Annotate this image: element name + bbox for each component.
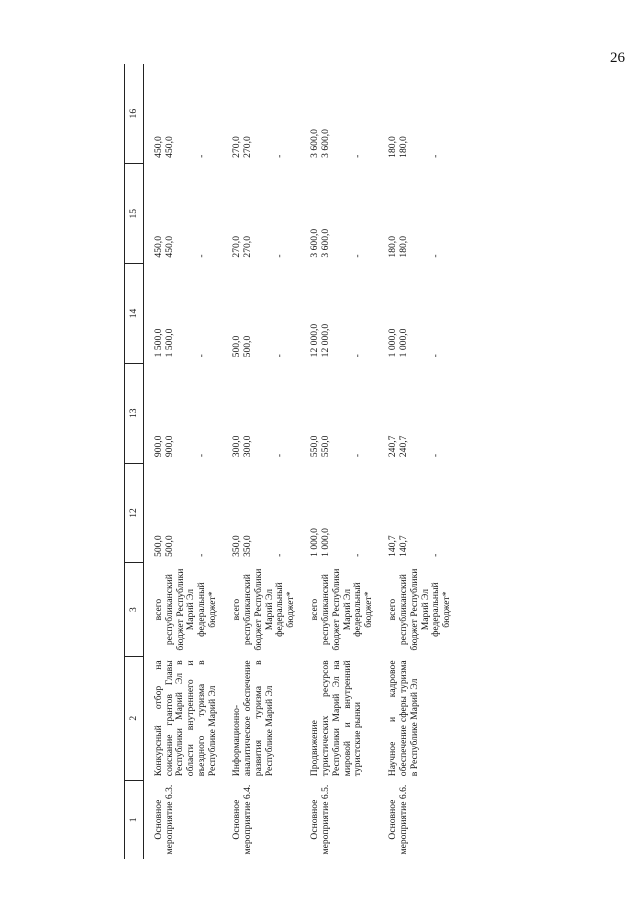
amount-value: 3 600,0 <box>320 129 332 158</box>
amount-value: - <box>352 354 364 358</box>
funding-source-label: федеральный бюджет* <box>430 582 453 637</box>
amount-value: 270,0 <box>242 235 254 258</box>
year-values-cell <box>218 363 296 463</box>
page-number: 26 <box>610 50 625 66</box>
funding-source-label: республиканский бюджет Республики Марий Эл <box>242 568 275 651</box>
activity-name: Информационно-аналитическое обеспечение развития туризма в Республике Марий Эл <box>231 660 275 777</box>
amount-value: 1 500,0 <box>164 328 175 358</box>
column-header: 2 <box>125 656 144 780</box>
year-values-cell <box>296 164 374 264</box>
amount-value: 900,0 <box>164 435 175 458</box>
amount-value: 270,0 <box>231 136 243 158</box>
amount-value: 500,0 <box>242 335 254 358</box>
year-values-cell <box>144 363 219 463</box>
column-header: 16 <box>125 64 144 164</box>
funding-source-label: всего <box>309 598 321 621</box>
amount-value: - <box>196 254 207 258</box>
amount-value: 140,7 <box>398 535 410 557</box>
activity-name: Продвижение туристических ресурсов Республики Марий Эл на мировой и внутренний туристские рынки <box>309 660 364 777</box>
funding-source-label: республиканский бюджет Республики Марий Эл <box>320 568 353 651</box>
year-values-cell <box>296 363 374 463</box>
activity-number: Основное мероприятие 6.6. <box>387 784 410 855</box>
funding-sources-cell <box>374 563 452 656</box>
column-header: 12 <box>125 463 144 563</box>
amount-value: - <box>274 453 286 458</box>
amount-value: 1 000,0 <box>398 328 410 358</box>
year-values-cell <box>296 463 374 563</box>
amount-value: 450,0 <box>153 136 164 158</box>
amount-value: 550,0 <box>309 435 321 458</box>
amount-value: 300,0 <box>242 435 254 458</box>
table-header-row <box>125 64 144 859</box>
year-values-cell <box>374 164 452 264</box>
amount-value: 12 000,0 <box>309 323 321 358</box>
amount-value: - <box>430 553 442 557</box>
table-row <box>144 64 219 859</box>
activity-name: Научное и кадровое обеспечение сферы туризма в Республике Марий Эл <box>387 660 420 777</box>
amount-value: 350,0 <box>242 535 254 557</box>
funding-source-label: всего <box>387 598 399 621</box>
amount-value: 1 500,0 <box>153 328 164 358</box>
amount-value: 550,0 <box>320 435 332 458</box>
funding-source-label: всего <box>153 598 164 621</box>
amount-value: - <box>274 154 286 158</box>
year-values-cell <box>374 64 452 164</box>
amount-value: 450,0 <box>153 235 164 258</box>
amount-value: - <box>352 553 364 557</box>
year-values-cell <box>374 363 452 463</box>
funding-sources-cell <box>296 563 374 656</box>
amount-value: 500,0 <box>164 535 175 557</box>
activity-number: Основное мероприятие 6.5. <box>309 784 332 855</box>
year-values-cell <box>218 264 296 364</box>
amount-value: - <box>196 354 207 358</box>
amount-value: - <box>196 453 207 458</box>
amount-value: 450,0 <box>164 235 175 258</box>
amount-value: 12 000,0 <box>320 323 332 358</box>
amount-value: 3 600,0 <box>309 129 321 158</box>
funding-source-label: республиканский бюджет Республики Марий Эл <box>398 568 431 651</box>
column-header: 15 <box>125 164 144 264</box>
amount-value: 270,0 <box>231 235 243 258</box>
amount-value: - <box>352 154 364 158</box>
amount-value: 1 000,0 <box>320 528 332 557</box>
amount-value: - <box>196 154 207 158</box>
amount-value: 900,0 <box>153 435 164 458</box>
rotated-table-container <box>124 64 526 859</box>
budget-table <box>124 64 452 859</box>
amount-value: 140,7 <box>387 535 399 557</box>
amount-value: - <box>430 254 442 258</box>
column-header: 13 <box>125 363 144 463</box>
amount-value: 1 000,0 <box>387 328 399 358</box>
amount-value: 500,0 <box>231 335 243 358</box>
amount-value: 350,0 <box>231 535 243 557</box>
amount-value: - <box>430 354 442 358</box>
year-values-cell <box>296 264 374 364</box>
year-values-cell <box>374 463 452 563</box>
year-values-cell <box>218 463 296 563</box>
funding-source-label: федеральный бюджет* <box>196 582 218 637</box>
funding-source-label: всего <box>231 598 243 621</box>
year-values-cell <box>218 164 296 264</box>
year-values-cell <box>374 264 452 364</box>
amount-value: 3 600,0 <box>320 228 332 258</box>
amount-value: 180,0 <box>387 235 399 258</box>
amount-value: 3 600,0 <box>309 228 321 258</box>
amount-value: 240,7 <box>387 435 399 458</box>
amount-value: 240,7 <box>398 435 410 458</box>
amount-value: 180,0 <box>398 235 410 258</box>
amount-value: - <box>274 354 286 358</box>
year-values-cell <box>144 64 219 164</box>
year-values-cell <box>144 264 219 364</box>
amount-value: - <box>274 553 286 557</box>
amount-value: - <box>430 154 442 158</box>
amount-value: 270,0 <box>242 136 254 158</box>
amount-value: - <box>352 254 364 258</box>
funding-source-label: федеральный бюджет* <box>274 582 297 637</box>
year-values-cell <box>144 164 219 264</box>
amount-value: 500,0 <box>153 535 164 557</box>
column-header: 3 <box>125 563 144 656</box>
activity-name: Конкурсный отбор на соискание грантов Главы Республики Марий Эл в области внутреннего и въездного туризма в Республике Марий Эл <box>153 660 218 777</box>
amount-value: 300,0 <box>231 435 243 458</box>
funding-source-label: федеральный бюджет* <box>352 582 375 637</box>
amount-value: - <box>352 453 364 458</box>
funding-sources-cell <box>218 563 296 656</box>
amount-value: 180,0 <box>398 136 410 158</box>
year-values-cell <box>296 64 374 164</box>
amount-value: - <box>430 453 442 458</box>
year-values-cell <box>144 463 219 563</box>
column-header: 1 <box>125 780 144 859</box>
funding-sources-cell <box>144 563 219 656</box>
table-row <box>218 64 296 859</box>
funding-source-label: республиканский бюджет Республики Марий Эл <box>164 568 197 651</box>
amount-value: - <box>274 254 286 258</box>
column-header: 14 <box>125 264 144 364</box>
amount-value: 450,0 <box>164 136 175 158</box>
activity-number: Основное мероприятие 6.3. <box>153 784 175 855</box>
amount-value: 1 000,0 <box>309 528 321 557</box>
amount-value: - <box>196 553 207 557</box>
amount-value: 180,0 <box>387 136 399 158</box>
year-values-cell <box>218 64 296 164</box>
table-row <box>374 64 452 859</box>
activity-number: Основное мероприятие 6.4. <box>231 784 254 855</box>
table-row <box>296 64 374 859</box>
